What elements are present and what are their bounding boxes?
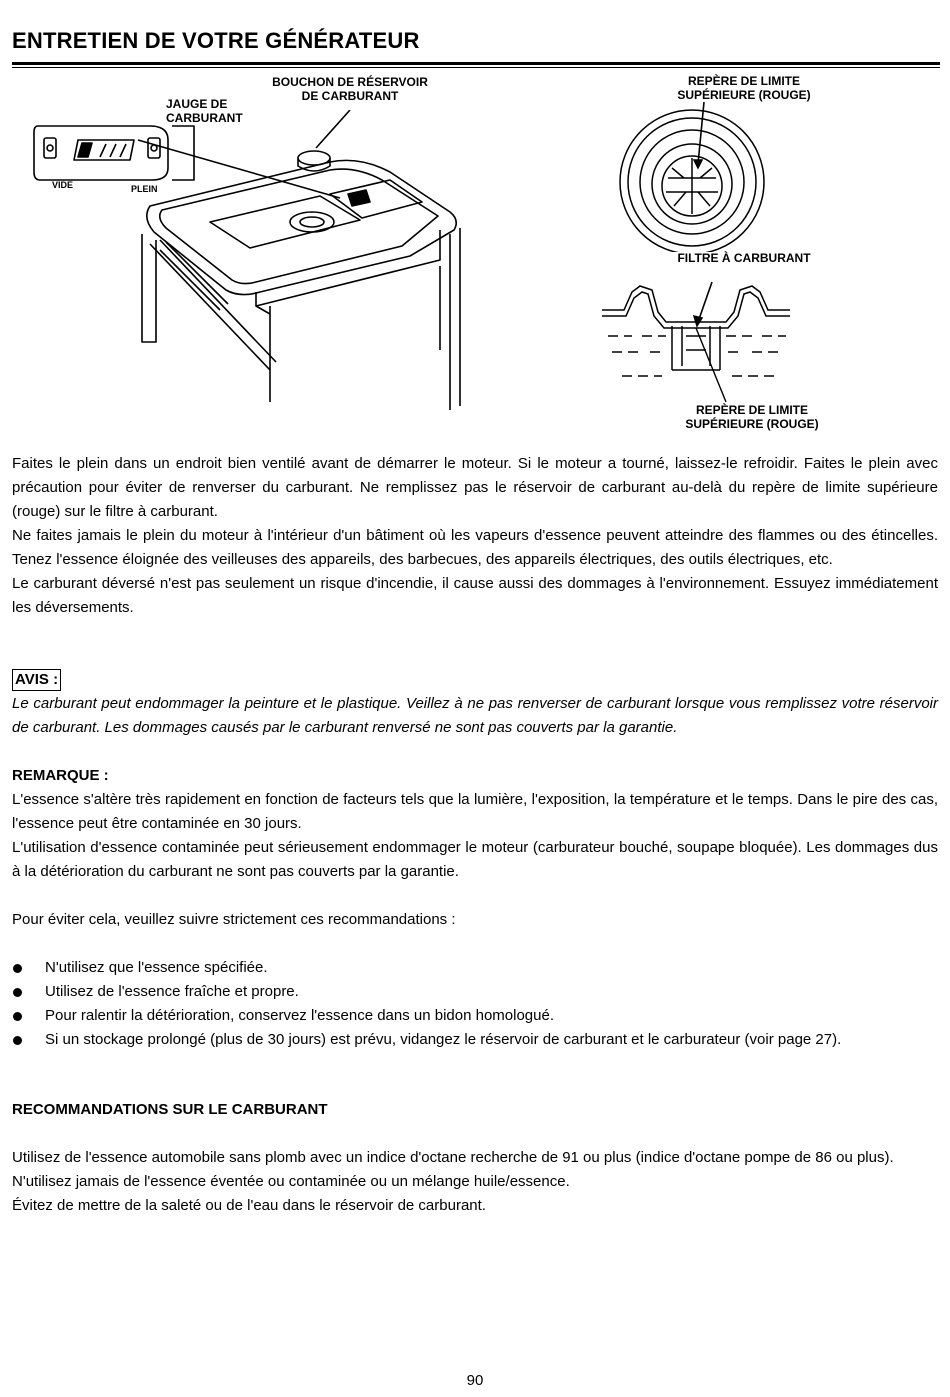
- remarque-section: [12, 764, 938, 1052]
- intro-paragraph: Le carburant déversé n'est pas seulement un risque d'incendie, il cause aussi des dommages à l'environnement. Essuyez immédiatement les déversements.: [12, 575, 938, 616]
- upper-limit-mark-bottom-label: REPÈRE DE LIMITE SUPÉRIEURE (ROUGE): [685, 403, 819, 431]
- remarque-paragraph: L'utilisation d'essence contaminée peut sérieusement endommager le moteur (carburateur bouché, soupape bloquée). Les dommages dus à la détérioration du carburant ne sont pas couverts par la garantie.: [12, 839, 938, 880]
- recommendation-list: [12, 956, 938, 1052]
- remarque-paragraph: L'essence s'altère très rapidement en fonction de facteurs tels que la lumière, l'exposition, la température et le temps. Dans le pire des cas, l'essence peut être contaminée en 30 jours.: [12, 791, 938, 832]
- fuel-gauge-inset: [34, 126, 194, 180]
- avis-heading: AVIS :: [12, 669, 61, 691]
- fuel-recommendations-heading: RECOMMANDATIONS SUR LE CARBURANT: [12, 1101, 328, 1118]
- avis-text: Le carburant peut endommager la peinture et le plastique. Veillez à ne pas renverser de carburant lorsque vous remplissez votre réservoir de carburant. Les dommages causés par le carburant renversé ne sont pas couverts par la garantie.: [12, 695, 938, 736]
- remarque-heading: REMARQUE :: [12, 767, 109, 784]
- fuel-gauge-label: JAUGE DE CARBURANT: [166, 97, 243, 125]
- page-number: 90: [466, 1372, 484, 1389]
- title-rule-thin: [12, 67, 940, 68]
- remarque-lead-in: Pour éviter cela, veuillez suivre strictement ces recommandations :: [12, 911, 456, 928]
- list-item: Pour ralentir la détérioration, conservez l'essence dans un bidon homologué.: [12, 1004, 938, 1028]
- page-title: ENTRETIEN DE VOTRE GÉNÉRATEUR: [12, 28, 420, 53]
- filler-neck-top-view: [608, 102, 778, 252]
- fuel-recommendations-paragraph: Utilisez de l'essence automobile sans plomb avec un indice d'octane recherche de 91 ou plus (indice d'octane pompe de 86 ou plus).: [12, 1149, 894, 1166]
- empty-label: VIDE: [52, 180, 74, 190]
- list-item: N'utilisez que l'essence spécifiée.: [12, 956, 938, 980]
- intro-paragraph: Faites le plein dans un endroit bien ventilé avant de démarrer le moteur. Si le moteur a tourné, laissez-le refroidir. Faites le plein avec précaution pour éviter de renverser du carburant. Ne remplissez pas le réservoir de carburant au-delà du repère de limite supérieure (rouge) sur le filtre à carburant.: [12, 455, 938, 520]
- full-label: PLEIN: [131, 184, 158, 194]
- generator-illustration: [30, 110, 470, 410]
- list-item: Utilisez de l'essence fraîche et propre.: [12, 980, 938, 1004]
- fuel-recommendations-paragraph: N'utilisez jamais de l'essence éventée ou contaminée ou un mélange huile/essence.: [12, 1173, 570, 1190]
- upper-limit-mark-top-label: REPÈRE DE LIMITE SUPÉRIEURE (ROUGE): [677, 74, 811, 102]
- fuel-recommendations-section: [12, 1098, 938, 1218]
- fuel-filter-label: FILTRE À CARBURANT: [677, 251, 811, 265]
- fuel-recommendations-paragraph: Évitez de mettre de la saleté ou de l'eau dans le réservoir de carburant.: [12, 1197, 486, 1214]
- title-rule: [12, 62, 940, 65]
- list-item: Si un stockage prolongé (plus de 30 jours) est prévu, vidangez le réservoir de carburant et le carburateur (voir page 27).: [12, 1028, 938, 1052]
- intro-section: [12, 452, 938, 620]
- intro-paragraph: Ne faites jamais le plein du moteur à l'intérieur d'un bâtiment où les vapeurs d'essence peuvent atteindre des flammes ou des étincelles. Tenez l'essence éloignée des veilleuses des appareils, des barbecues, des appareils électriques, des outils électriques, etc.: [12, 527, 938, 568]
- fuel-cap-label: BOUCHON DE RÉSERVOIR DE CARBURANT: [272, 75, 428, 103]
- avis-section: [12, 668, 938, 740]
- filler-neck-section-view: [602, 270, 792, 405]
